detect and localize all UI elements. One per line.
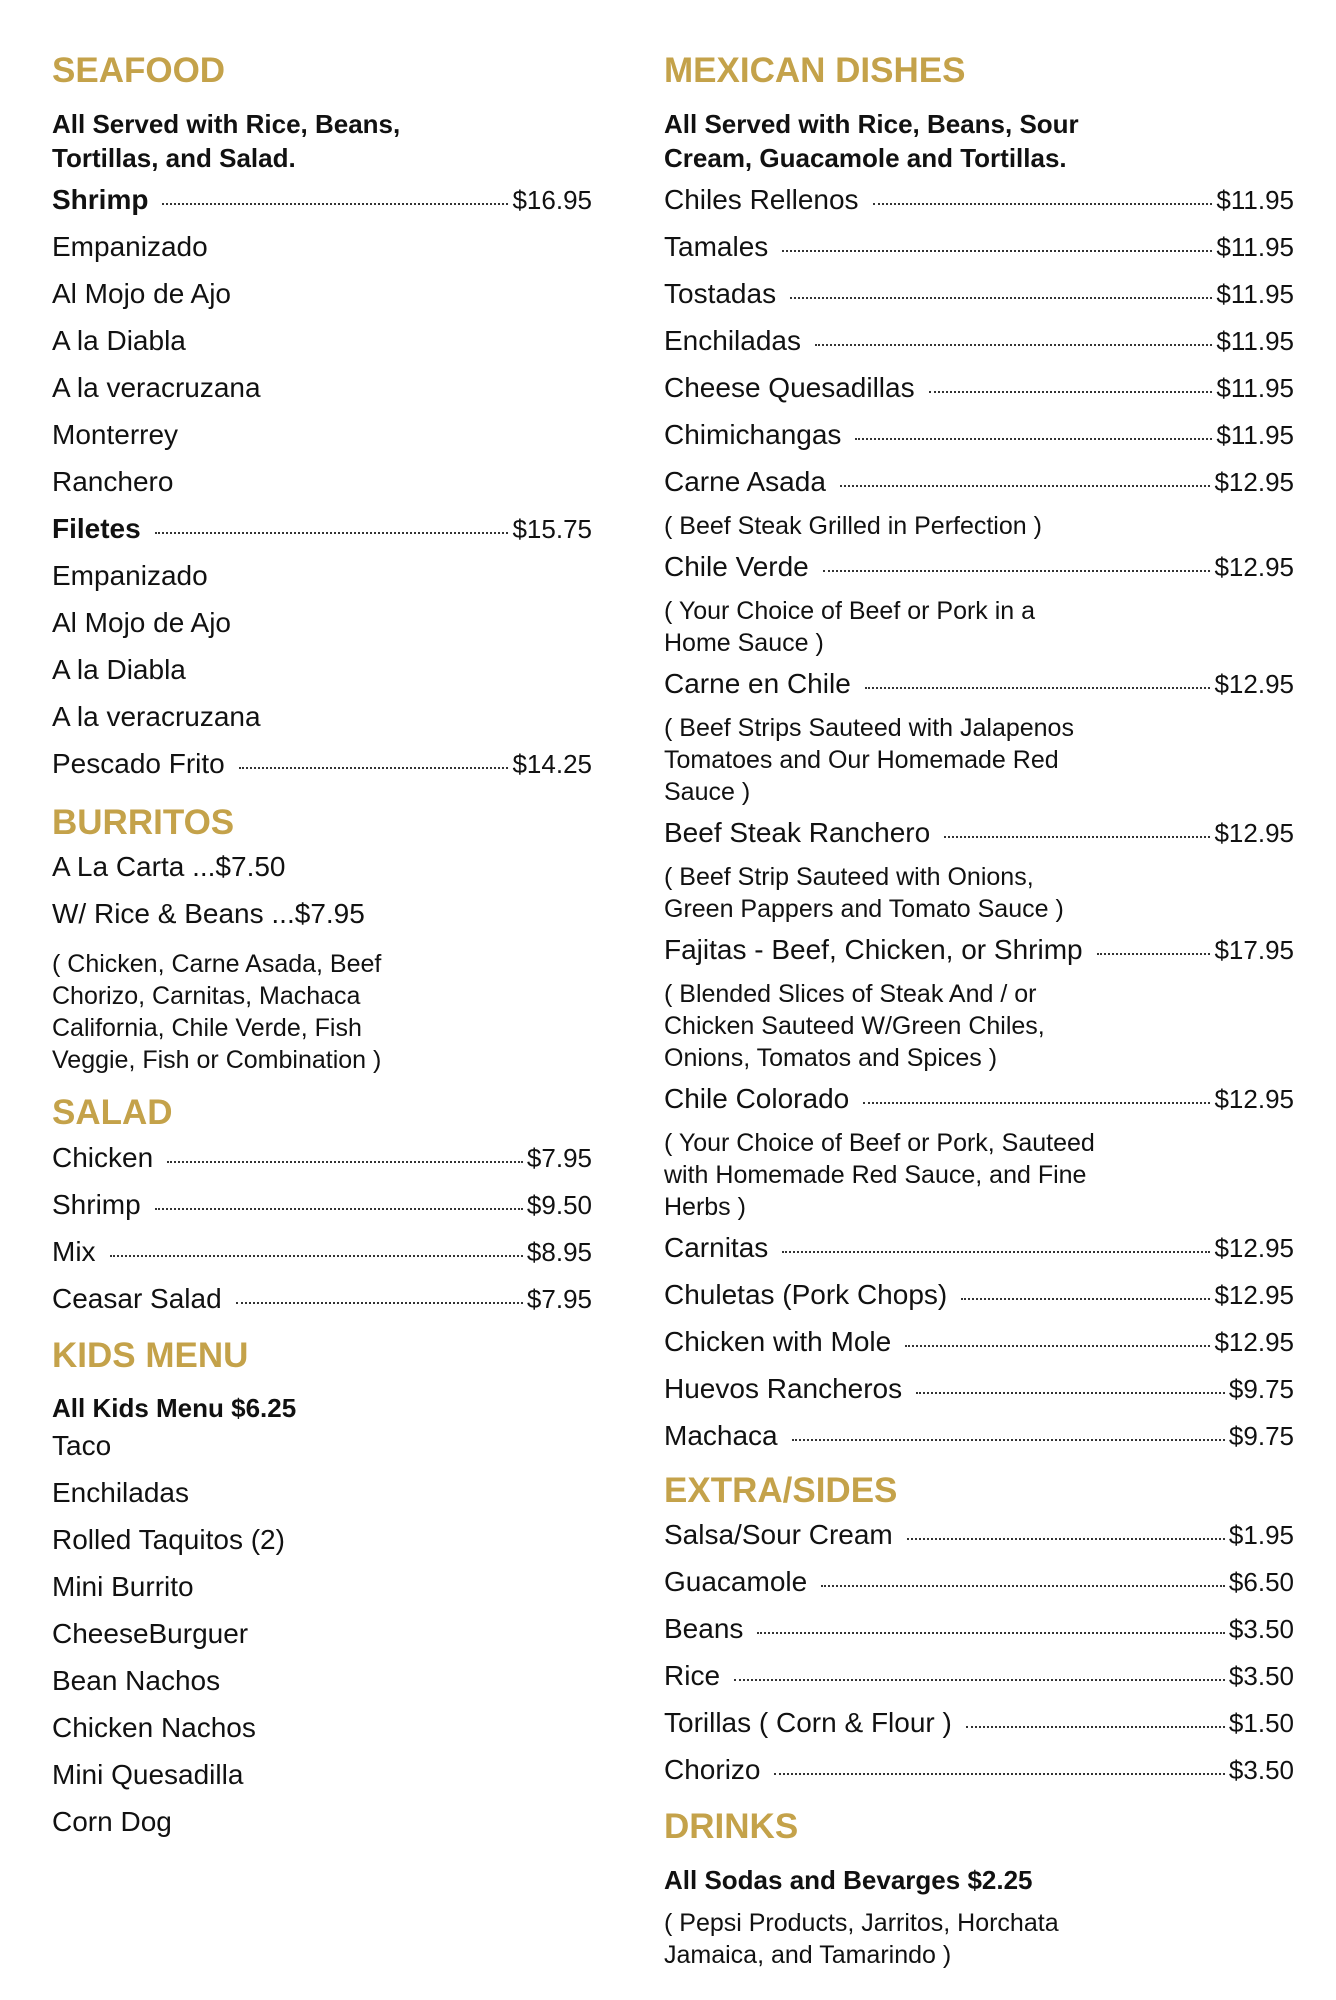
menu-item-mexican: [664, 373, 1294, 420]
item-price: $1.95: [1228, 1520, 1294, 1550]
dot-leader: [162, 203, 508, 205]
dot-leader: [110, 1255, 523, 1257]
item-name: Tostadas: [664, 277, 777, 309]
item-name: Filetes: [52, 512, 141, 544]
right-column: [664, 52, 1294, 1985]
dot-leader: [944, 836, 1210, 838]
item-description: ( Beef Strips Sauteed with Jalapenos Tomatoes and Our Homemade Red Sauce ): [664, 713, 1074, 806]
kids-item: Taco: [52, 1430, 112, 1461]
menu-item-mexican: [664, 1084, 1294, 1131]
drinks-heading: DRINKS: [664, 1807, 799, 1846]
item-name: Shrimp: [52, 1188, 141, 1220]
item-price: $9.75: [1228, 1420, 1294, 1451]
drinks-desc: ( Pepsi Products, Jarritos, Horchata Jamaica, and Tamarindo ): [664, 1908, 1059, 1969]
kids-item: Corn Dog: [52, 1806, 172, 1837]
dot-leader: [155, 1208, 523, 1210]
item-name: Chicken with Mole: [664, 1325, 892, 1357]
item-price: $8.95: [526, 1236, 592, 1267]
menu-item-mexican: [664, 818, 1294, 865]
menu-item-side: [664, 1614, 1294, 1661]
mexican-heading: MEXICAN DISHES: [664, 51, 966, 90]
item-price: $1.50: [1228, 1708, 1294, 1738]
dot-leader: [929, 391, 1213, 393]
style-item: Al Mojo de Ajo: [52, 277, 231, 309]
item-price: $12.95: [1214, 668, 1294, 699]
dot-leader: [239, 767, 509, 769]
menu-item-mexican: [664, 232, 1294, 279]
burrito-option: W/ Rice & Beans ...$7.95: [52, 898, 365, 929]
item-name: Chiles Rellenos: [664, 183, 859, 215]
dot-leader: [792, 1439, 1225, 1441]
style-item: Monterrey: [52, 418, 179, 450]
item-name: Carne Asada: [664, 465, 826, 497]
menu-item-mexican: [664, 1327, 1294, 1374]
dot-leader: [790, 297, 1212, 299]
item-name: Carnitas: [664, 1231, 769, 1263]
left-column: [52, 52, 592, 1854]
menu-item-side: [664, 1708, 1294, 1755]
item-name: Ceasar Salad: [52, 1282, 222, 1314]
salad-heading: SALAD: [52, 1093, 173, 1132]
menu-item-mexican: [664, 279, 1294, 326]
menu-item-side: [664, 1661, 1294, 1708]
item-price: $16.95: [512, 184, 592, 215]
dot-leader: [1097, 953, 1211, 955]
item-price: $3.50: [1228, 1614, 1294, 1644]
menu-item-salad: [52, 1284, 592, 1331]
item-price: $3.50: [1228, 1661, 1294, 1691]
item-price: $12.95: [1214, 1083, 1294, 1114]
item-price: $12.95: [1214, 1279, 1294, 1310]
menu-item-shrimp: [52, 185, 592, 232]
item-description: ( Beef Strip Sauteed with Onions, Green Pappers and Tomato Sauce ): [664, 862, 1064, 923]
dot-leader: [863, 1102, 1210, 1104]
sides-list: [664, 1520, 1294, 1802]
item-name: Beans: [664, 1613, 744, 1644]
burrito-option: A La Carta ...$7.50: [52, 851, 286, 882]
item-price: $14.25: [512, 748, 592, 779]
dot-leader: [236, 1302, 523, 1304]
dot-leader: [782, 250, 1212, 252]
drinks-note: All Sodas and Bevarges $2.25: [664, 1864, 1033, 1895]
menu-item-pescado: [52, 749, 592, 796]
item-name: Rice: [664, 1660, 721, 1691]
style-item: Ranchero: [52, 465, 174, 497]
item-price: $9.50: [526, 1189, 592, 1220]
item-price: $9.75: [1228, 1373, 1294, 1404]
item-description: ( Your Choice of Beef or Pork, Sauteed with Homemade Red Sauce, and Fine Herbs ): [664, 1128, 1095, 1221]
burritos-fillings: ( Chicken, Carne Asada, Beef Chorizo, Carnitas, Machaca California, Chile Verde, Fish Veggie, Fish or Combination ): [52, 950, 382, 1074]
item-name: Mix: [52, 1235, 96, 1267]
dot-leader: [916, 1392, 1225, 1394]
dot-leader: [873, 203, 1213, 205]
item-name: Chorizo: [664, 1754, 761, 1785]
item-price: $12.95: [1214, 1326, 1294, 1357]
dot-leader: [905, 1345, 1210, 1347]
dot-leader: [734, 1679, 1225, 1681]
menu-item-mexican: [664, 185, 1294, 232]
item-description: ( Blended Slices of Steak And / or Chicken Sauteed W/Green Chiles, Onions, Tomatos and Spices ): [664, 979, 1045, 1072]
item-price: $12.95: [1214, 466, 1294, 497]
dot-leader: [840, 485, 1211, 487]
dot-leader: [815, 344, 1212, 346]
menu-item-mexican: [664, 1280, 1294, 1327]
item-name: Carne en Chile: [664, 667, 851, 699]
dot-leader: [865, 687, 1211, 689]
menu-item-mexican: [664, 420, 1294, 467]
dot-leader: [774, 1773, 1224, 1775]
kids-item: Enchiladas: [52, 1477, 189, 1508]
item-price: $7.95: [526, 1142, 592, 1173]
item-name: Tamales: [664, 230, 769, 262]
sides-heading: EXTRA/SIDES: [664, 1470, 898, 1510]
mexican-note: All Served with Rice, Beans, Sour Cream, Guacamole and Tortillas.: [664, 108, 1079, 173]
item-name: Guacamole: [664, 1566, 808, 1597]
item-name: Torillas ( Corn & Flour ): [664, 1707, 952, 1738]
style-item: Empanizado: [52, 559, 208, 591]
menu-item-mexican: [664, 552, 1294, 599]
menu-item-salad: [52, 1237, 592, 1284]
mexican-dishes-list: [664, 185, 1294, 1468]
item-price: $11.95: [1216, 231, 1294, 262]
seafood-heading: SEAFOOD: [52, 51, 226, 90]
menu-item-filetes: [52, 514, 592, 561]
style-item: A la Diabla: [52, 324, 186, 356]
menu-item-mexican: [664, 326, 1294, 373]
kids-item: CheeseBurguer: [52, 1618, 249, 1649]
item-name: Machaca: [664, 1419, 778, 1451]
dot-leader: [823, 570, 1211, 572]
menu-item-side: [664, 1567, 1294, 1614]
item-name: Enchiladas: [664, 324, 801, 356]
item-price: $11.95: [1216, 419, 1294, 450]
item-price: $17.95: [1214, 934, 1294, 965]
item-price: $11.95: [1216, 372, 1294, 403]
item-name: Beef Steak Ranchero: [664, 816, 931, 848]
item-description: ( Beef Steak Grilled in Perfection ): [664, 511, 1042, 540]
item-price: $6.50: [1228, 1567, 1294, 1597]
style-item: A la veracruzana: [52, 700, 261, 732]
kids-item: Mini Quesadilla: [52, 1759, 244, 1790]
menu-item-side: [664, 1520, 1294, 1567]
kids-item: Mini Burrito: [52, 1571, 194, 1602]
menu-item-side: [664, 1755, 1294, 1802]
item-name: Cheese Quesadillas: [664, 371, 915, 403]
item-name: Huevos Rancheros: [664, 1372, 903, 1404]
item-price: $11.95: [1216, 184, 1294, 215]
item-name: Chile Verde: [664, 550, 809, 582]
style-item: A la Diabla: [52, 653, 186, 685]
item-name: Salsa/Sour Cream: [664, 1519, 893, 1550]
seafood-note: All Served with Rice, Beans, Tortillas, and Salad.: [52, 108, 401, 173]
dot-leader: [757, 1632, 1225, 1634]
style-item: Empanizado: [52, 230, 208, 262]
item-name: Pescado Frito: [52, 747, 225, 779]
kids-item: Bean Nachos: [52, 1665, 221, 1696]
menu-item-mexican: [664, 1421, 1294, 1468]
kids-item: Rolled Taquitos (2): [52, 1524, 285, 1555]
item-name: Chile Colorado: [664, 1082, 850, 1114]
item-name: Chimichangas: [664, 418, 842, 450]
dot-leader: [821, 1585, 1225, 1587]
menu-item-mexican: [664, 467, 1294, 514]
menu-item-mexican: [664, 935, 1294, 982]
dot-leader: [961, 1298, 1210, 1300]
dot-leader: [907, 1538, 1225, 1540]
style-item: A la veracruzana: [52, 371, 261, 403]
item-name: Chicken: [52, 1141, 154, 1173]
menu-item-mexican: [664, 1374, 1294, 1421]
dot-leader: [155, 532, 509, 534]
dot-leader: [782, 1251, 1210, 1253]
item-price: $11.95: [1216, 325, 1294, 356]
item-price: $11.95: [1216, 278, 1294, 309]
item-price: $7.95: [526, 1283, 592, 1314]
kids-item: Chicken Nachos: [52, 1712, 256, 1743]
item-description: ( Your Choice of Beef or Pork in a Home Sauce ): [664, 596, 1036, 657]
item-price: $12.95: [1214, 1232, 1294, 1263]
burritos-heading: BURRITOS: [52, 802, 235, 842]
item-name: Fajitas - Beef, Chicken, or Shrimp: [664, 933, 1083, 965]
menu-item-mexican: [664, 1233, 1294, 1280]
dot-leader: [167, 1161, 523, 1163]
item-price: $3.50: [1228, 1755, 1294, 1785]
kids-heading: KIDS MENU: [52, 1335, 249, 1375]
menu-item-salad: [52, 1143, 592, 1190]
item-price: $15.75: [512, 513, 592, 544]
item-name: Shrimp: [52, 183, 149, 215]
dot-leader: [855, 438, 1212, 440]
kids-note: All Kids Menu $6.25: [52, 1393, 297, 1423]
item-price: $12.95: [1214, 551, 1294, 582]
menu-item-salad: [52, 1190, 592, 1237]
style-item: Al Mojo de Ajo: [52, 606, 231, 638]
dot-leader: [966, 1726, 1225, 1728]
menu-item-mexican: [664, 669, 1294, 716]
item-price: $12.95: [1214, 817, 1294, 848]
item-name: Chuletas (Pork Chops): [664, 1278, 948, 1310]
